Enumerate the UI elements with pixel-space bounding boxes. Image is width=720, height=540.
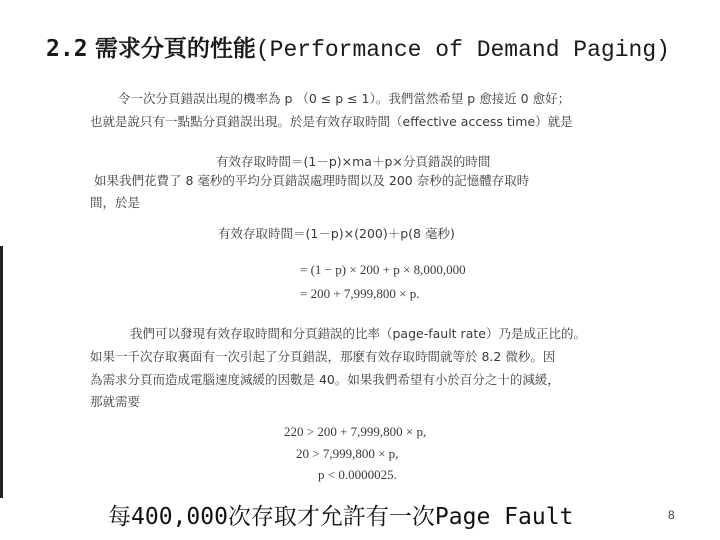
formula-step-1: = (1 − p) × 200 + p × 8,000,000 bbox=[300, 262, 466, 277]
paragraph-3-line-1: 我們可以發現有效存取時間和分頁錯誤的比率（page-fault rate）乃是成正比的。 bbox=[130, 326, 586, 341]
inequality-3: p < 0.0000025. bbox=[318, 467, 397, 482]
slide-title bbox=[46, 30, 670, 63]
formula-effective-access-time: 有效存取時間＝(1－p)×ma＋p×分頁錯誤的時間 bbox=[216, 154, 491, 169]
page-number: 8 bbox=[668, 508, 675, 522]
section-number: 2.2 bbox=[46, 36, 88, 62]
paragraph-2-line-1: 如果我們花費了 8 毫秒的平均分頁錯誤處理時間以及 200 奈秒的記憶體存取時 bbox=[94, 173, 530, 188]
paragraph-3-line-2: 如果一千次存取裏面有一次引起了分頁錯誤，那麼有效存取時間就等於 8.2 微秒。因 bbox=[90, 349, 556, 364]
footer-conclusion: 每400,000次存取才允許有一次Page Fault bbox=[108, 504, 574, 530]
paragraph-1-line-2: 也就是說只有一點點分頁錯誤出現。於是有效存取時間（effective access time）就是 bbox=[90, 114, 573, 129]
title-chinese: 需求分頁的性能 bbox=[94, 36, 256, 62]
inequality-1: 220 > 200 + 7,999,800 × p, bbox=[284, 424, 427, 439]
paragraph-3-line-3: 為需求分頁而造成電腦速度減緩的因數是 40。如果我們希望有小於百分之十的減緩， bbox=[90, 372, 560, 387]
paragraph-3-line-4: 那就需要 bbox=[90, 394, 141, 409]
title-english: (Performance of Demand Paging) bbox=[255, 37, 670, 63]
paragraph-2-line-2: 間，於是 bbox=[90, 195, 141, 210]
formula-step-2: = 200 + 7,999,800 × p. bbox=[300, 286, 420, 301]
scanned-text-block bbox=[88, 84, 638, 482]
left-margin-rule bbox=[0, 246, 3, 498]
formula-substituted: 有效存取時間＝(1－p)×(200)＋p(8 毫秒) bbox=[218, 226, 455, 241]
inequality-2: 20 > 7,999,800 × p, bbox=[296, 446, 399, 461]
paragraph-1-line-1: 令一次分頁錯誤出現的機率為 p （0 ≤ p ≤ 1）。我們當然希望 p 愈接近 0 愈好； bbox=[118, 91, 571, 106]
